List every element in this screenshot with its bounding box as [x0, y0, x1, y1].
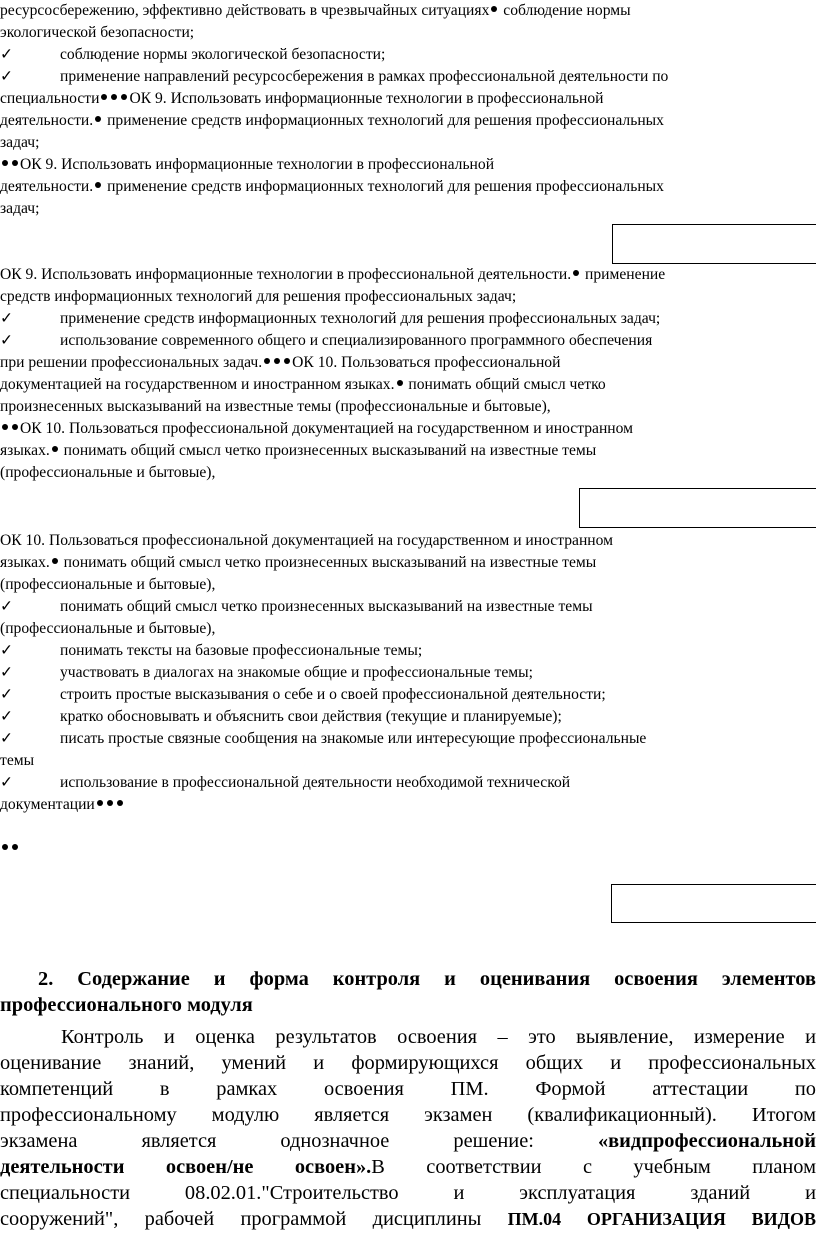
bullet-icon: [111, 94, 117, 100]
list-item: [0, 330, 816, 352]
checkmark-icon: ✓: [0, 664, 14, 681]
text-line: задач;: [0, 134, 40, 151]
checkmark-icon: ✓: [0, 730, 14, 747]
bullet-icon: [2, 424, 8, 430]
bold-text: «видпрофессиональной: [597, 1130, 816, 1152]
paragraph-line: [0, 1154, 816, 1180]
text-line: [0, 176, 816, 198]
list-item-text: понимать тексты на базовые профессиональные темы;: [60, 642, 423, 659]
bullet-icon: [117, 800, 123, 806]
text-span: В соответствии с учебным планом: [371, 1156, 816, 1178]
text-line: [0, 264, 816, 286]
text-line: [0, 154, 816, 176]
paragraph-line: [0, 1206, 816, 1232]
list-item-text: использование в профессиональной деятельности необходимой технической: [60, 774, 571, 791]
section-heading: 2. Содержание и форма контроля и оценивания освоения элементов: [38, 968, 816, 990]
text-span: применение средств информационных технологий для решения профессиональных: [103, 178, 664, 195]
bullet-icon: [101, 94, 107, 100]
text-line: [0, 352, 816, 374]
text-line: произнесенных высказываний на известные темы (профессиональные и бытовые),: [0, 398, 551, 415]
list-item: [0, 728, 816, 750]
bullet-icon: [12, 160, 18, 166]
bold-text: деятельности освоен/не освоен».: [0, 1156, 372, 1178]
bullet-icon: [95, 182, 101, 188]
bullet-icon: [52, 446, 58, 452]
paragraph-line: профессиональному модулю является экзамен (квалификационный). Итогом: [0, 1104, 816, 1126]
text-span: деятельности.: [0, 178, 94, 195]
paragraph-line: оценивание знаний, умений и формирующихся общих и профессиональных: [0, 1052, 816, 1074]
text-line: темы: [0, 752, 35, 769]
text-line: (профессиональные и бытовые),: [0, 464, 216, 481]
list-item: [0, 596, 816, 618]
text-line: [0, 440, 816, 462]
list-item: [0, 772, 816, 794]
bullet-icon: [97, 800, 103, 806]
empty-frame-box: [611, 884, 816, 923]
bullet-icon: [397, 380, 403, 386]
bullet-icon: [2, 844, 8, 850]
text-line: [0, 794, 816, 816]
text-line: (профессиональные и бытовые),: [0, 620, 216, 637]
bullet-icon: [2, 160, 8, 166]
checkmark-icon: ✓: [0, 332, 14, 349]
text-line: экологической безопасности;: [0, 24, 195, 41]
list-item: [0, 308, 816, 330]
text-span: специальности: [0, 90, 100, 107]
checkmark-icon: ✓: [0, 598, 14, 615]
text-line: средств информационных технологий для решения профессиональных задач;: [0, 288, 517, 305]
text-line: [0, 0, 816, 22]
text-line: [0, 110, 816, 132]
list-item: [0, 706, 816, 728]
text-span: понимать общий смысл четко произнесенных высказываний на известные темы: [59, 442, 597, 459]
section-heading: профессионального модуля: [0, 994, 253, 1016]
text-line: [0, 88, 816, 110]
list-item: [0, 66, 816, 88]
text-line: [0, 552, 816, 574]
text-line: [0, 838, 816, 860]
text-span: ОК 9. Использовать информационные технологии в профессиональной: [129, 90, 604, 107]
text-line: ОК 10. Пользоваться профессиональной документацией на государственном и иностранном: [0, 532, 614, 549]
list-item: [0, 684, 816, 706]
paragraph-line: [0, 1128, 816, 1154]
bullet-icon: [12, 424, 18, 430]
bullet-icon: [284, 358, 290, 364]
bullet-icon: [52, 558, 58, 564]
bullet-icon: [12, 844, 18, 850]
text-span: при решении профессиональных задач.: [0, 354, 263, 371]
checkmark-icon: ✓: [0, 46, 14, 63]
text-span: ОК 9. Использовать информационные технологии в профессиональной: [20, 156, 495, 173]
list-item-text: применение направлений ресурсосбережения в рамках профессиональной деятельности по: [60, 68, 669, 85]
paragraph-line: Контроль и оценка результатов освоения – это выявление, измерение и: [61, 1026, 816, 1048]
text-span: языках.: [0, 442, 50, 459]
list-item-text: кратко обосновывать и объяснить свои действия (текущие и планируемые);: [60, 708, 562, 725]
bullet-icon: [573, 270, 579, 276]
list-item-text: соблюдение нормы экологической безопасности;: [60, 46, 386, 63]
bullet-icon: [107, 800, 113, 806]
list-item: [0, 662, 816, 684]
list-item-text: писать простые связные сообщения на знакомые или интересующие профессиональные: [60, 730, 647, 747]
checkmark-icon: ✓: [0, 642, 14, 659]
text-span: применение средств информационных технологий для решения профессиональных: [103, 112, 664, 129]
list-item-text: строить простые высказывания о себе и о своей профессиональной деятельности;: [60, 686, 606, 703]
text-line: [0, 374, 816, 396]
bullet-icon: [264, 358, 270, 364]
bullet-icon: [121, 94, 127, 100]
text-span: ОК 9. Использовать информационные технологии в профессиональной деятельности.: [0, 266, 572, 283]
checkmark-icon: ✓: [0, 68, 14, 85]
text-span: документации: [0, 796, 95, 813]
text-span: экзамена является однозначное решение:: [0, 1130, 598, 1152]
bold-text: ПМ.04 ОРГАНИЗАЦИЯ ВИДОВ: [507, 1209, 816, 1229]
bullet-icon: [491, 6, 497, 12]
list-item-text: использование современного общего и специализированного программного обеспечения: [60, 332, 653, 349]
text-span: ресурсосбережению, эффективно действовать в чрезвычайных ситуациях: [0, 2, 490, 19]
text-span: языках.: [0, 554, 50, 571]
text-span: понимать общий смысл четко произнесенных высказываний на известные темы: [59, 554, 597, 571]
list-item-text: участвовать в диалогах на знакомые общие и профессиональные темы;: [60, 664, 533, 681]
list-item: [0, 640, 816, 662]
text-span: деятельности.: [0, 112, 94, 129]
text-span: ОК 10. Пользоваться профессиональной: [292, 354, 561, 371]
text-span: сооружений", рабочей программой дисциплины: [0, 1208, 508, 1230]
checkmark-icon: ✓: [0, 310, 14, 327]
text-span: применение: [581, 266, 666, 283]
list-item-text: понимать общий смысл четко произнесенных высказываний на известные темы: [60, 598, 593, 615]
bullet-icon: [274, 358, 280, 364]
checkmark-icon: ✓: [0, 708, 14, 725]
text-span: понимать общий смысл четко: [404, 376, 606, 393]
text-span: соблюдение нормы: [499, 2, 631, 19]
text-span: ОК 10. Пользоваться профессиональной документацией на государственном и иностранном: [20, 420, 634, 437]
checkmark-icon: ✓: [0, 774, 14, 791]
text-line: [0, 418, 816, 440]
list-item-text: применение средств информационных технологий для решения профессиональных задач;: [60, 310, 661, 327]
empty-frame-box: [612, 224, 816, 264]
text-span: документацией на государственном и иностранном языках.: [0, 376, 395, 393]
text-line: задач;: [0, 200, 40, 217]
empty-frame-box: [579, 488, 816, 528]
checkmark-icon: ✓: [0, 686, 14, 703]
paragraph-line: компетенций в рамках освоения ПМ. Формой аттестации по: [0, 1078, 816, 1100]
bullet-icon: [95, 116, 101, 122]
text-line: (профессиональные и бытовые),: [0, 576, 216, 593]
paragraph-line: специальности 08.02.01."Строительство и эксплуатация зданий и: [0, 1182, 816, 1204]
list-item: [0, 44, 816, 66]
